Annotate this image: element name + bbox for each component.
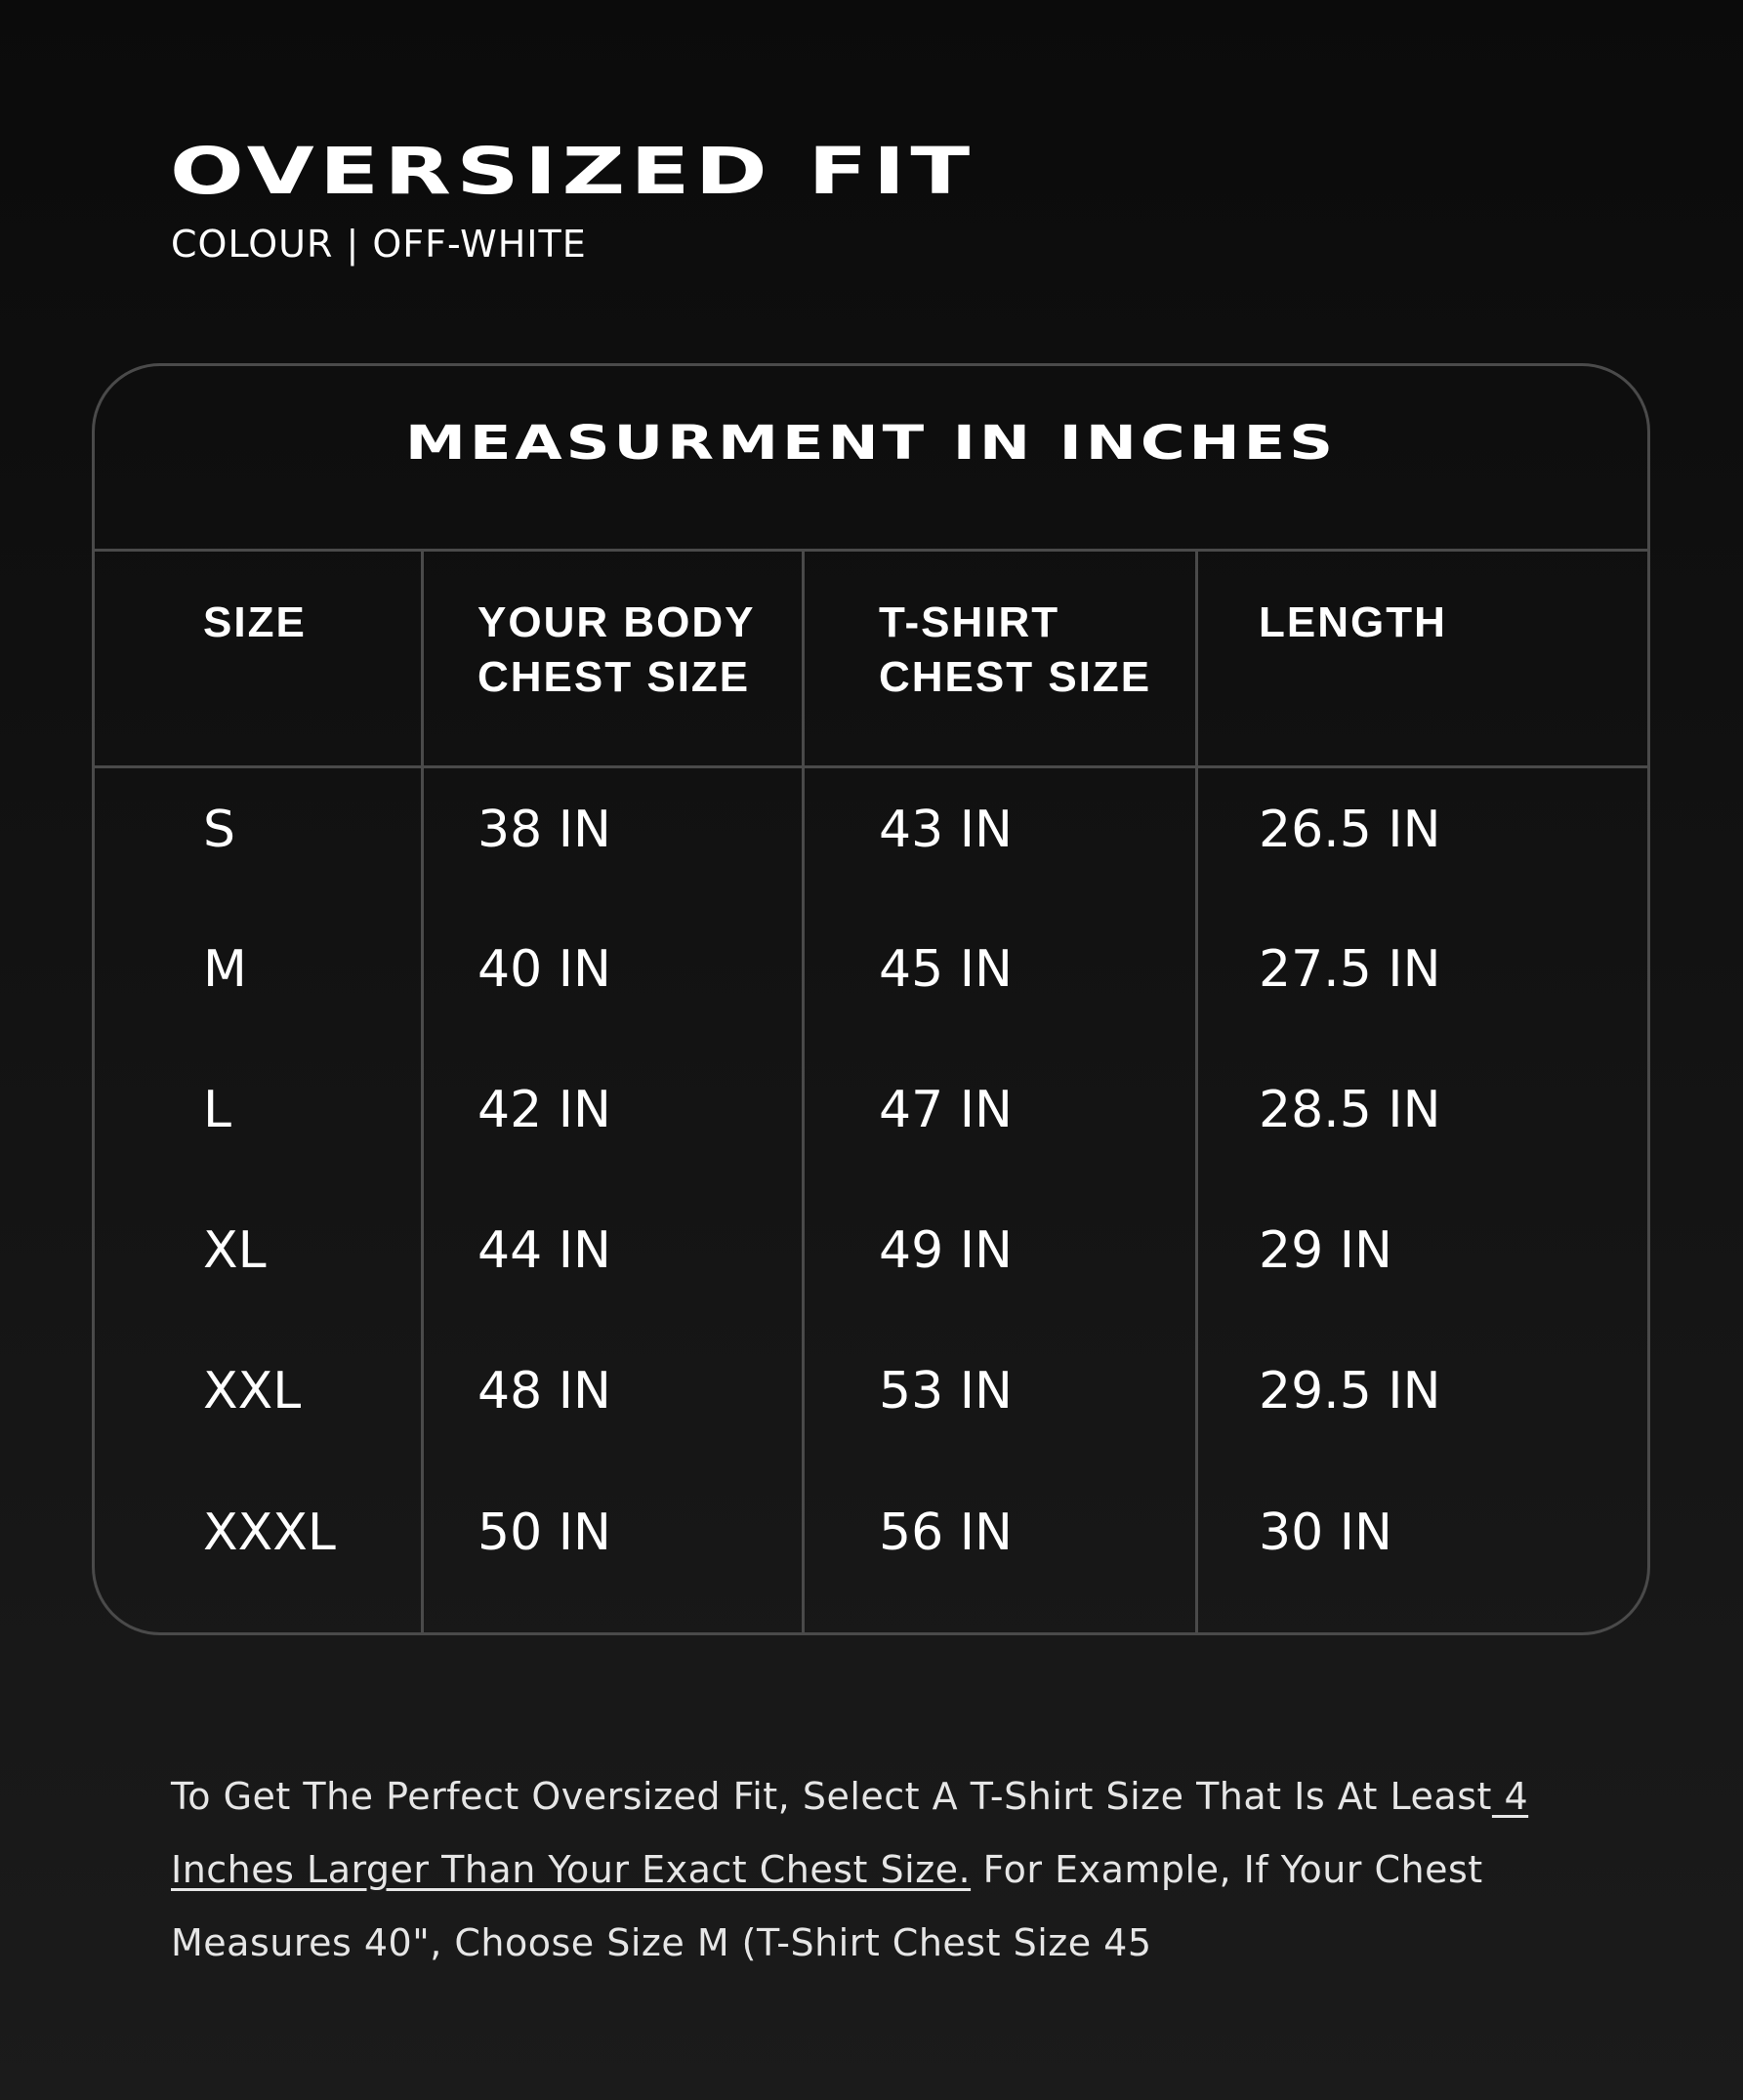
table-cell-size: XL bbox=[203, 1221, 267, 1280]
table-cell-body-chest: 44 IN bbox=[477, 1221, 611, 1280]
table-cell-length: 27.5 IN bbox=[1259, 940, 1441, 999]
table-cell-length: 29.5 IN bbox=[1259, 1362, 1441, 1421]
page-title: OVERSIZED FIT bbox=[170, 134, 975, 209]
table-cell-body-chest: 40 IN bbox=[477, 940, 611, 999]
size-grid bbox=[95, 552, 1647, 1635]
table-cell-size: XXXL bbox=[203, 1503, 336, 1562]
table-cell-size: S bbox=[203, 801, 236, 859]
table-cell-size: XXL bbox=[203, 1362, 302, 1421]
note-text: To Get The Perfect Oversized Fit, Select A T-Shirt Size That Is At Least bbox=[171, 1775, 1492, 1818]
table-cell-size: M bbox=[203, 940, 247, 999]
table-cell-length: 28.5 IN bbox=[1259, 1081, 1441, 1139]
size-chart-table bbox=[92, 363, 1650, 1635]
table-cell-body-chest: 38 IN bbox=[477, 801, 611, 859]
table-cell-body-chest: 48 IN bbox=[477, 1362, 611, 1421]
table-cell-tshirt-chest: 49 IN bbox=[879, 1221, 1013, 1280]
column-header-body-chest: YOUR BODY CHEST SIZE bbox=[477, 598, 756, 701]
table-cell-tshirt-chest: 47 IN bbox=[879, 1081, 1013, 1139]
column-divider bbox=[421, 552, 424, 1635]
note-emphasis: 4 Inches Larger Than Your Exact Chest Size. bbox=[171, 1775, 1529, 1891]
table-cell-length: 30 IN bbox=[1259, 1503, 1392, 1562]
table-cell-body-chest: 42 IN bbox=[477, 1081, 611, 1139]
column-header-length: LENGTH bbox=[1259, 598, 1447, 646]
table-cell-body-chest: 50 IN bbox=[477, 1503, 611, 1562]
table-cell-size: L bbox=[203, 1081, 231, 1139]
colour-label: COLOUR | OFF-WHITE bbox=[171, 223, 587, 266]
table-cell-tshirt-chest: 45 IN bbox=[879, 940, 1013, 999]
header-divider bbox=[95, 765, 1647, 768]
table-cell-length: 29 IN bbox=[1259, 1221, 1392, 1280]
table-cell-length: 26.5 IN bbox=[1259, 801, 1441, 859]
column-divider bbox=[802, 552, 805, 1635]
note-text-continued: For Example, If Your Chest Measures 40", Choose Size M (T-Shirt Chest Size 45 bbox=[171, 1848, 1483, 1964]
table-cell-tshirt-chest: 56 IN bbox=[879, 1503, 1013, 1562]
column-header-size: SIZE bbox=[203, 598, 307, 646]
column-divider bbox=[1195, 552, 1198, 1635]
column-header-tshirt-chest: T-SHIRT CHEST SIZE bbox=[879, 598, 1152, 701]
table-cell-tshirt-chest: 53 IN bbox=[879, 1362, 1013, 1421]
table-heading-text: MEASURMENT IN INCHES bbox=[404, 415, 1338, 471]
table-cell-tshirt-chest: 43 IN bbox=[879, 801, 1013, 859]
table-heading bbox=[95, 366, 1647, 552]
fit-guidance-note bbox=[171, 1760, 1616, 1980]
